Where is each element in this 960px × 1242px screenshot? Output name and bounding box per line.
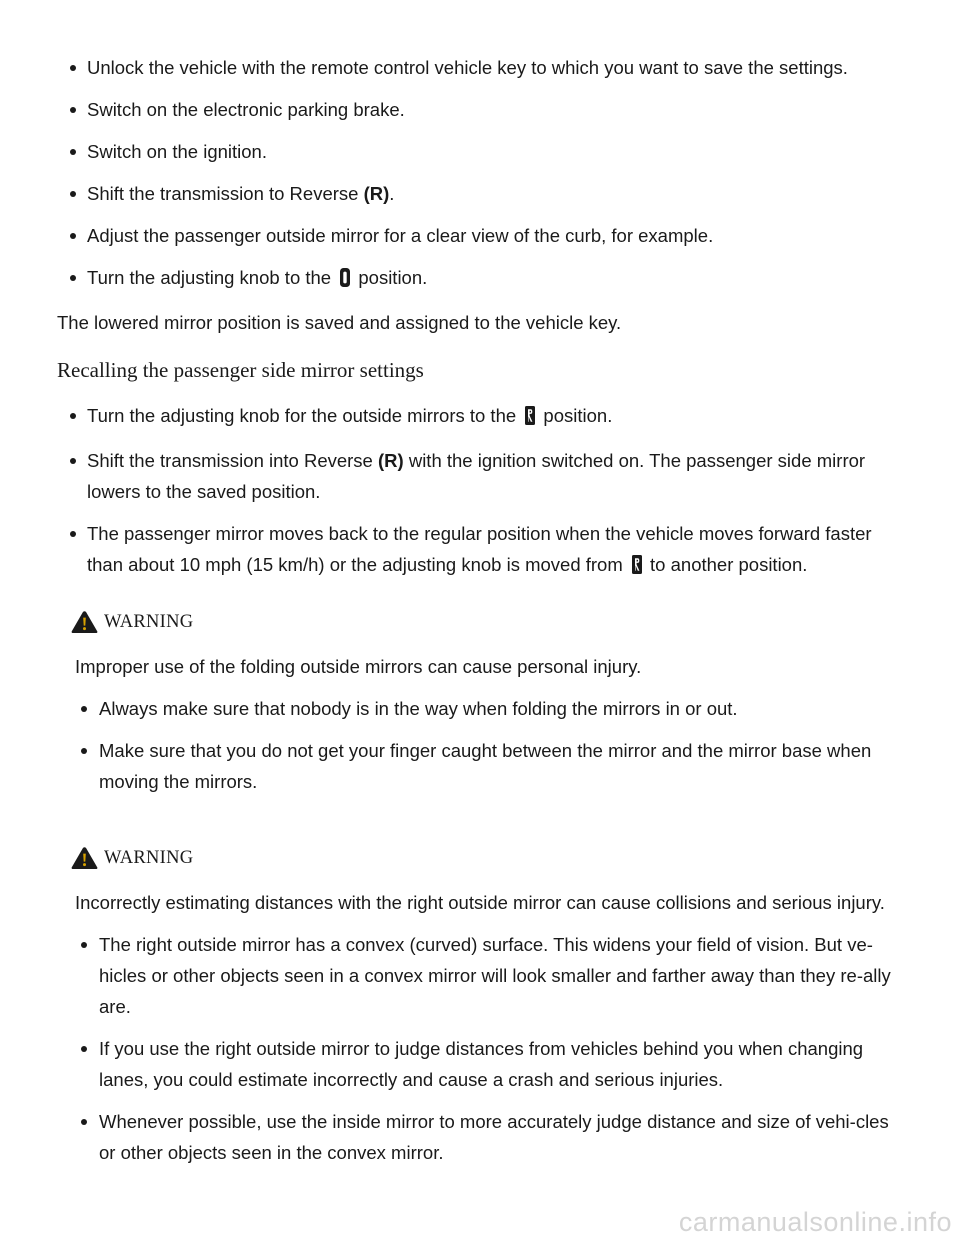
warning-header — [71, 607, 895, 637]
section-heading: Recalling the passenger side mirror settings — [57, 358, 424, 382]
list-item: The right outside mirror has a convex (curved) surface. This widens your field of vision. But ve-hicles or other objects seen in a convex mirror will look smaller and farther away than they re-ally are. — [75, 929, 895, 1022]
list-item: Turn the adjusting knob to the position. — [57, 262, 897, 296]
warning-label: WARNING — [104, 847, 194, 868]
recall-steps-list — [57, 400, 907, 583]
list-item: Unlock the vehicle with the remote control vehicle key to which you want to save the settings. — [57, 52, 897, 83]
warning-intro: Incorrectly estimating distances with the right outside mirror can cause collisions and serious injury. — [75, 892, 885, 913]
warning-list — [75, 929, 895, 1168]
list-item: Adjust the passenger outside mirror for a clear view of the curb, for example. — [57, 220, 897, 251]
list-item: Switch on the electronic parking brake. — [57, 94, 897, 125]
recall-settings-section — [57, 400, 907, 594]
warning-box-convex-mirror — [75, 843, 895, 1179]
knob-position-r-icon — [525, 403, 535, 434]
reverse-gear-label: (R) — [378, 450, 404, 471]
knob-position-0-icon — [340, 265, 350, 296]
list-item: Make sure that you do not get your finger caught between the mirror and the mirror base when moving the mirrors. — [75, 735, 895, 797]
knob-position-r-icon — [632, 552, 642, 583]
warning-header — [71, 843, 895, 873]
list-item: If you use the right outside mirror to judge distances from vehicles behind you when changing lanes, you could estimate incorrectly and cause a crash and serious injuries. — [75, 1033, 895, 1095]
warning-list — [75, 693, 895, 797]
warning-triangle-icon — [71, 846, 98, 870]
saved-note: The lowered mirror position is saved and assigned to the vehicle key. — [57, 312, 622, 333]
save-steps-list — [57, 52, 897, 296]
list-item: Switch on the ignition. — [57, 136, 897, 167]
list-item: Shift the transmission to Reverse (R). — [57, 178, 897, 209]
save-settings-section — [57, 52, 897, 338]
warning-box-folding-mirrors — [75, 607, 895, 808]
list-item: The passenger mirror moves back to the regular position when the vehicle moves forward faster than about 10 mph (15 km/h) or the adjusting knob is moved from to another position. — [57, 518, 907, 583]
warning-triangle-icon — [71, 610, 98, 634]
list-item: Turn the adjusting knob for the outside mirrors to the position. — [57, 400, 907, 434]
reverse-gear-label: (R) — [363, 183, 390, 204]
watermark: carmanualsonline.info — [678, 1207, 952, 1237]
list-item: Whenever possible, use the inside mirror to more accurately judge distance and size of vehi-cles or other objects seen in the convex mirror. — [75, 1106, 895, 1168]
list-item: Shift the transmission into Reverse (R) with the ignition switched on. The passenger side mirror lowers to the saved position. — [57, 445, 907, 507]
warning-intro: Improper use of the folding outside mirrors can cause personal injury. — [75, 656, 642, 677]
list-item: Always make sure that nobody is in the way when folding the mirrors in or out. — [75, 693, 895, 724]
warning-label: WARNING — [104, 611, 194, 632]
